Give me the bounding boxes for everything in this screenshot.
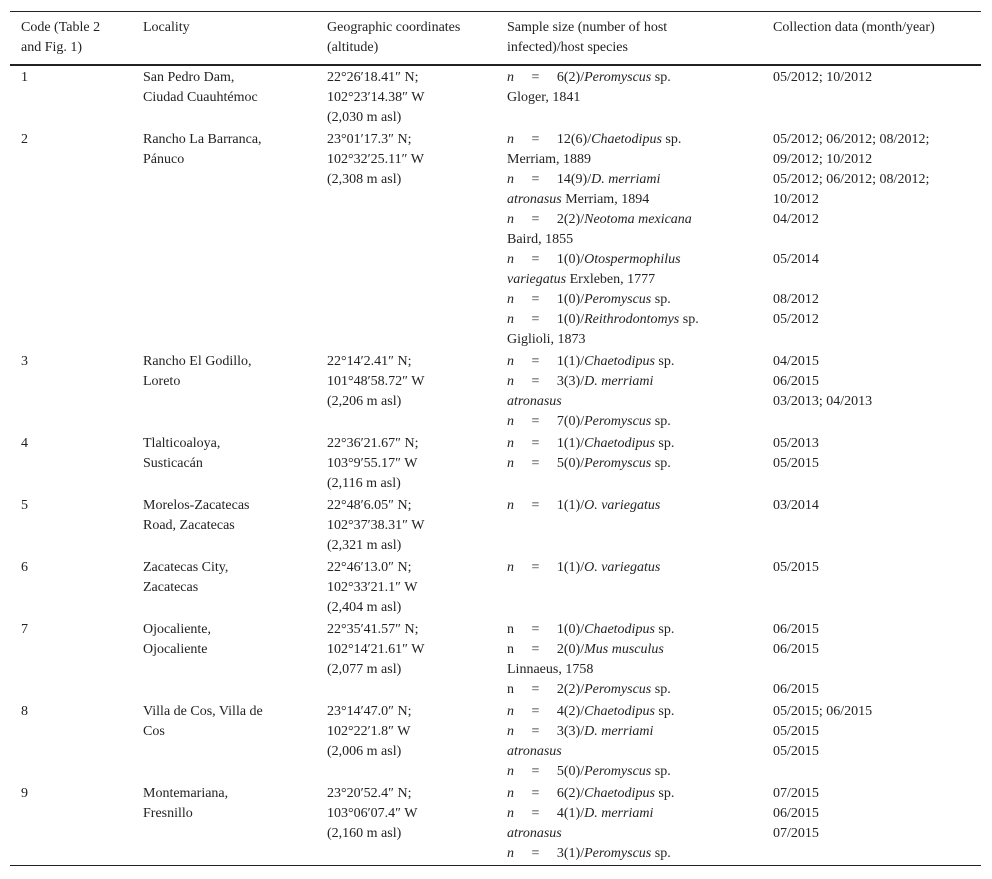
sample-line: n = 14(9)/D. merriami [507, 172, 661, 187]
sample-line: n = 2(2)/Peromyscus sp. [507, 682, 671, 697]
sample-line: atronasus [507, 394, 562, 409]
row-locality: Ojocaliente, Ojocaliente [143, 622, 212, 657]
row-coordinates: 23°14′47.0″ N; 102°22′1.8″ W (2,006 m asl) [327, 704, 412, 759]
sample-line: n = 1(0)/Chaetodipus sp. [507, 622, 675, 637]
sample-line: n = 2(0)/Mus musculus [507, 642, 664, 657]
row-locality: Villa de Cos, Villa de Cos [143, 704, 263, 739]
row-locality: Zacatecas City, Zacatecas [143, 560, 229, 595]
sample-line: n = 1(1)/O. variegatus [507, 498, 661, 513]
row-sample-size [507, 352, 765, 432]
row-coordinates: 22°48′6.05″ N; 102°37′38.31″ W (2,321 m asl) [327, 498, 425, 553]
header-code: Code (Table 2 and Fig. 1) [21, 20, 101, 55]
row-collection: 05/2013 05/2015 [773, 436, 819, 471]
sample-line: n = 3(1)/Peromyscus sp. [507, 846, 671, 861]
row-code: 6 [21, 560, 28, 575]
table-bottom-rule [10, 865, 981, 866]
sample-line: Linnaeus, 1758 [507, 662, 594, 677]
row-coordinates: 22°35′41.57″ N; 102°14′21.61″ W (2,077 m asl) [327, 622, 425, 677]
row-collection: 03/2014 [773, 498, 819, 513]
row-coordinates: 23°20′52.4″ N; 103°06′07.4″ W (2,160 m asl) [327, 786, 418, 841]
row-collection: 05/2015; 06/2015 05/2015 05/2015 [773, 704, 873, 759]
sample-line: n = 2(2)/Neotoma mexicana [507, 212, 692, 227]
sample-line: n = 1(1)/Chaetodipus sp. [507, 354, 675, 369]
row-locality: Tlalticoaloya, Susticacán [143, 436, 221, 471]
row-collection: 05/2015 [773, 560, 819, 575]
row-coordinates: 22°46′13.0″ N; 102°33′21.1″ W (2,404 m asl) [327, 560, 418, 615]
row-code: 5 [21, 498, 28, 513]
row-sample-size [507, 702, 765, 782]
header-sample-size: Sample size (number of host infected)/host species [507, 20, 668, 55]
sample-line: atronasus [507, 744, 562, 759]
sample-line: n = 1(1)/Chaetodipus sp. [507, 436, 675, 451]
row-sample-size [507, 434, 765, 474]
sample-line: n = 1(0)/Otospermophilus [507, 252, 681, 267]
sample-line: n = 4(1)/D. merriami [507, 806, 654, 821]
row-locality: San Pedro Dam, Ciudad Cuauhtémoc [143, 70, 258, 105]
row-code: 8 [21, 704, 28, 719]
row-collection: 05/2012; 10/2012 [773, 70, 873, 85]
row-sample-size [507, 784, 765, 864]
sample-line: n = 6(2)/Chaetodipus sp. [507, 786, 675, 801]
sample-line: n = 6(2)/Peromyscus sp. [507, 70, 671, 85]
row-code: 2 [21, 132, 28, 147]
row-collection: 06/2015 06/2015 06/2015 [773, 622, 819, 697]
sample-line: atronasus Merriam, 1894 [507, 192, 650, 207]
row-coordinates: 22°26′18.41″ N; 102°23′14.38″ W (2,030 m asl) [327, 70, 425, 125]
row-sample-size [507, 496, 765, 516]
sample-line: n = 5(0)/Peromyscus sp. [507, 764, 671, 779]
row-sample-size [507, 68, 765, 108]
sample-line: n = 12(6)/Chaetodipus sp. [507, 132, 682, 147]
row-code: 9 [21, 786, 28, 801]
row-locality: Rancho El Godillo, Loreto [143, 354, 252, 389]
row-locality: Montemariana, Fresnillo [143, 786, 229, 821]
sample-line: Baird, 1855 [507, 232, 574, 247]
sample-line: Merriam, 1889 [507, 152, 591, 167]
row-collection: 05/2012; 06/2012; 08/2012; 09/2012; 10/2012 05/2012; 06/2012; 08/2012; 10/2012 04/2012 05/2014 08/2012 05/2012 [773, 132, 930, 327]
sample-line: n = 7(0)/Peromyscus sp. [507, 414, 671, 429]
sample-line: n = 1(0)/Reithrodontomys sp. [507, 312, 699, 327]
sample-line: variegatus Erxleben, 1777 [507, 272, 656, 287]
row-sample-size [507, 558, 765, 578]
header-collection: Collection data (month/year) [773, 20, 935, 35]
row-collection: 07/2015 06/2015 07/2015 [773, 786, 819, 841]
sample-line: n = 1(0)/Peromyscus sp. [507, 292, 671, 307]
row-locality: Morelos-Zacatecas Road, Zacatecas [143, 498, 250, 533]
sample-line: n = 1(1)/O. variegatus [507, 560, 661, 575]
sample-line: atronasus [507, 826, 562, 841]
row-collection: 04/2015 06/2015 03/2013; 04/2013 [773, 354, 873, 409]
sample-line: n = 5(0)/Peromyscus sp. [507, 456, 671, 471]
row-coordinates: 22°14′2.41″ N; 101°48′58.72″ W (2,206 m asl) [327, 354, 425, 409]
row-sample-size [507, 130, 765, 350]
table-header [10, 11, 981, 66]
row-sample-size [507, 620, 765, 700]
row-locality: Rancho La Barranca, Pánuco [143, 132, 262, 167]
row-code: 3 [21, 354, 28, 369]
header-coordinates: Geographic coordinates (altitude) [327, 20, 461, 55]
sample-line: n = 4(2)/Chaetodipus sp. [507, 704, 675, 719]
sample-line: n = 3(3)/D. merriami [507, 724, 654, 739]
sample-line: Gloger, 1841 [507, 90, 581, 105]
header-locality: Locality [143, 20, 190, 35]
row-code: 7 [21, 622, 28, 637]
row-code: 1 [21, 70, 28, 85]
sample-line: Giglioli, 1873 [507, 332, 586, 347]
sample-line: n = 3(3)/D. merriami [507, 374, 654, 389]
row-coordinates: 22°36′21.67″ N; 103°9′55.17″ W (2,116 m asl) [327, 436, 419, 491]
row-code: 4 [21, 436, 28, 451]
row-coordinates: 23°01′17.3″ N; 102°32′25.11″ W (2,308 m asl) [327, 132, 424, 187]
